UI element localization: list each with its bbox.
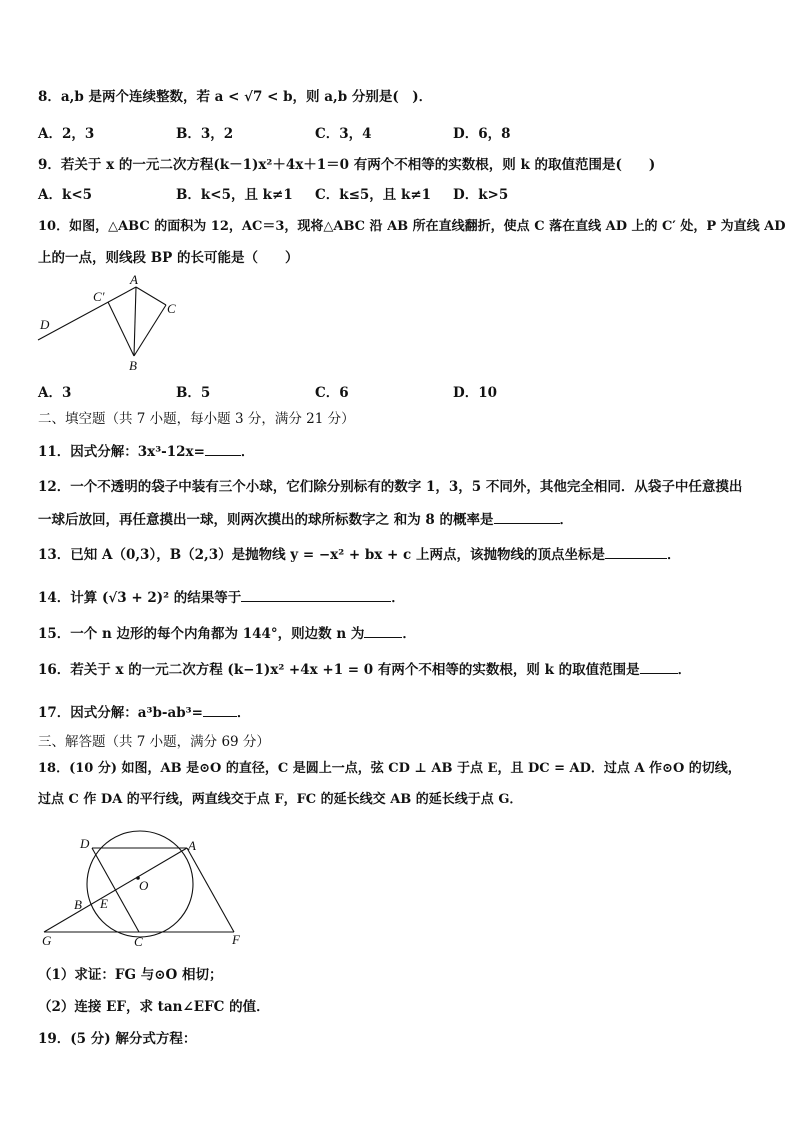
q9-option-a: A．k<5 — [38, 187, 93, 203]
label-a: A — [188, 838, 196, 853]
q13-text: 13．已知 A（0,3），B（2,3）是抛物线 y = −x² + bx + c 上两点，该抛物线的顶点坐标是 — [38, 547, 605, 563]
q10-option-d: D．10 — [453, 385, 497, 401]
q17-text: 17．因式分解：a³b-ab³= — [38, 705, 203, 721]
label-a: A — [130, 272, 138, 287]
q10-option-a: A．3 — [38, 385, 72, 401]
section-3-heading: 三、解答题（共 7 小题，满分 69 分） — [38, 734, 270, 750]
q11-text: 11．因式分解：3x³-12x= — [38, 444, 205, 460]
q13-answer-blank — [605, 545, 667, 559]
q13 — [38, 545, 680, 564]
q11 — [38, 442, 254, 461]
q18-part1: （1）求证：FG 与⊙O 相切； — [38, 967, 223, 983]
q12-text: 一球后放回，再任意摸出一球，则两次摸出的球所标数字之 和为 8 的概率是 — [38, 512, 494, 528]
segment-bc-prime — [108, 302, 134, 356]
q14-period: ． — [391, 590, 405, 606]
q15-period: ． — [402, 626, 416, 642]
q19-stem: 19．(5 分) 解分式方程： — [38, 1031, 197, 1047]
q13-period: ． — [666, 547, 681, 563]
q8-option-c: C．3，4 — [315, 126, 372, 142]
q14-answer-blank — [241, 588, 391, 602]
q11-period: ． — [240, 444, 255, 460]
q10-stem-line1: 10．如图，△ABC 的面积为 12，AC＝3，现将△ABC 沿 AB 所在直线翻折，使点 C 落在直线 AD 上的 C′ 处，P 为直线 AD — [38, 219, 786, 234]
line-ad — [38, 287, 136, 340]
q10-option-c: C．6 — [315, 385, 349, 401]
q18-stem-line1: 18．(10 分) 如图，AB 是⊙O 的直径，C 是圆上一点，弦 CD ⊥ AB 于点 E，且 DC = AD．过点 A 作⊙O 的切线， — [38, 761, 741, 776]
segment-bc — [134, 305, 166, 356]
label-f: F — [232, 932, 240, 947]
section-2-heading: 二、填空题（共 7 小题，每小题 3 分，满分 21 分） — [38, 411, 355, 427]
label-c: C — [167, 301, 176, 316]
q15 — [38, 624, 416, 643]
q9-option-c: C．k≤5，且 k≠1 — [315, 187, 432, 203]
line-ga — [44, 848, 187, 932]
tangent-af — [187, 848, 234, 932]
q10-option-b: B．5 — [176, 385, 211, 401]
q18-figure — [30, 828, 260, 956]
q8-option-b: B．3，2 — [176, 126, 234, 142]
q17-period: ． — [236, 705, 251, 721]
label-b: B — [74, 897, 82, 912]
segment-ab — [134, 287, 136, 356]
label-c: C — [134, 934, 143, 949]
q8-option-d: D．6，8 — [453, 126, 511, 142]
q12-answer-blank — [494, 510, 560, 524]
label-e: E — [100, 896, 108, 911]
q9-stem: 9．若关于 x 的一元二次方程(k－1)x²＋4x＋1＝0 有两个不相等的实数根，则 k 的取值范围是( ) — [38, 157, 656, 173]
q16-answer-blank — [640, 660, 678, 674]
label-g: G — [42, 933, 52, 948]
label-c-prime: C′ — [93, 289, 105, 304]
q15-answer-blank — [364, 624, 402, 638]
q14 — [38, 588, 405, 607]
q16-period: ． — [677, 662, 692, 678]
q9-option-d: D．k>5 — [453, 187, 509, 203]
q14-text: 14．计算 (√3 + 2)² 的结果等于 — [38, 590, 242, 606]
q10-stem-line2: 上的一点，则线段 BP 的长可能是（ ） — [38, 250, 299, 266]
q16-text: 16．若关于 x 的一元二次方程 (k−1)x² +4x +1 = 0 有两个不相等的实数根，则 k 的取值范围是 — [38, 662, 640, 678]
q17-answer-blank — [203, 703, 237, 717]
q9-option-b: B．k<5，且 k≠1 — [176, 187, 293, 203]
label-d: D — [40, 317, 50, 332]
q10-figure — [30, 270, 190, 378]
q18-stem-line2: 过点 C 作 DA 的平行线，两直线交于点 F，FC 的延长线交 AB 的延长线于点 G． — [38, 792, 523, 807]
q11-answer-blank — [205, 442, 241, 456]
q18-part2: （2）连接 EF，求 tan∠EFC 的值． — [38, 999, 270, 1015]
q8-stem: 8．a,b 是两个连续整数，若 a < √7 < b，则 a,b 分别是( )． — [38, 89, 433, 105]
label-d: D — [80, 836, 90, 851]
q16 — [38, 660, 691, 679]
q12-period: ． — [559, 512, 573, 528]
q8-option-a: A．2，3 — [38, 126, 95, 142]
label-b: B — [129, 358, 137, 373]
segment-ac — [136, 287, 166, 305]
q15-text: 15．一个 n 边形的每个内角都为 144°，则边数 n 为 — [38, 626, 365, 642]
q12-line1: 12．一个不透明的袋子中装有三个小球，它们除分别标有的数字 1，3，5 不同外，其他完全相同．从袋子中任意摸出 — [38, 479, 743, 495]
q12-line2 — [38, 510, 573, 529]
q17 — [38, 703, 250, 722]
label-o: O — [139, 878, 149, 893]
